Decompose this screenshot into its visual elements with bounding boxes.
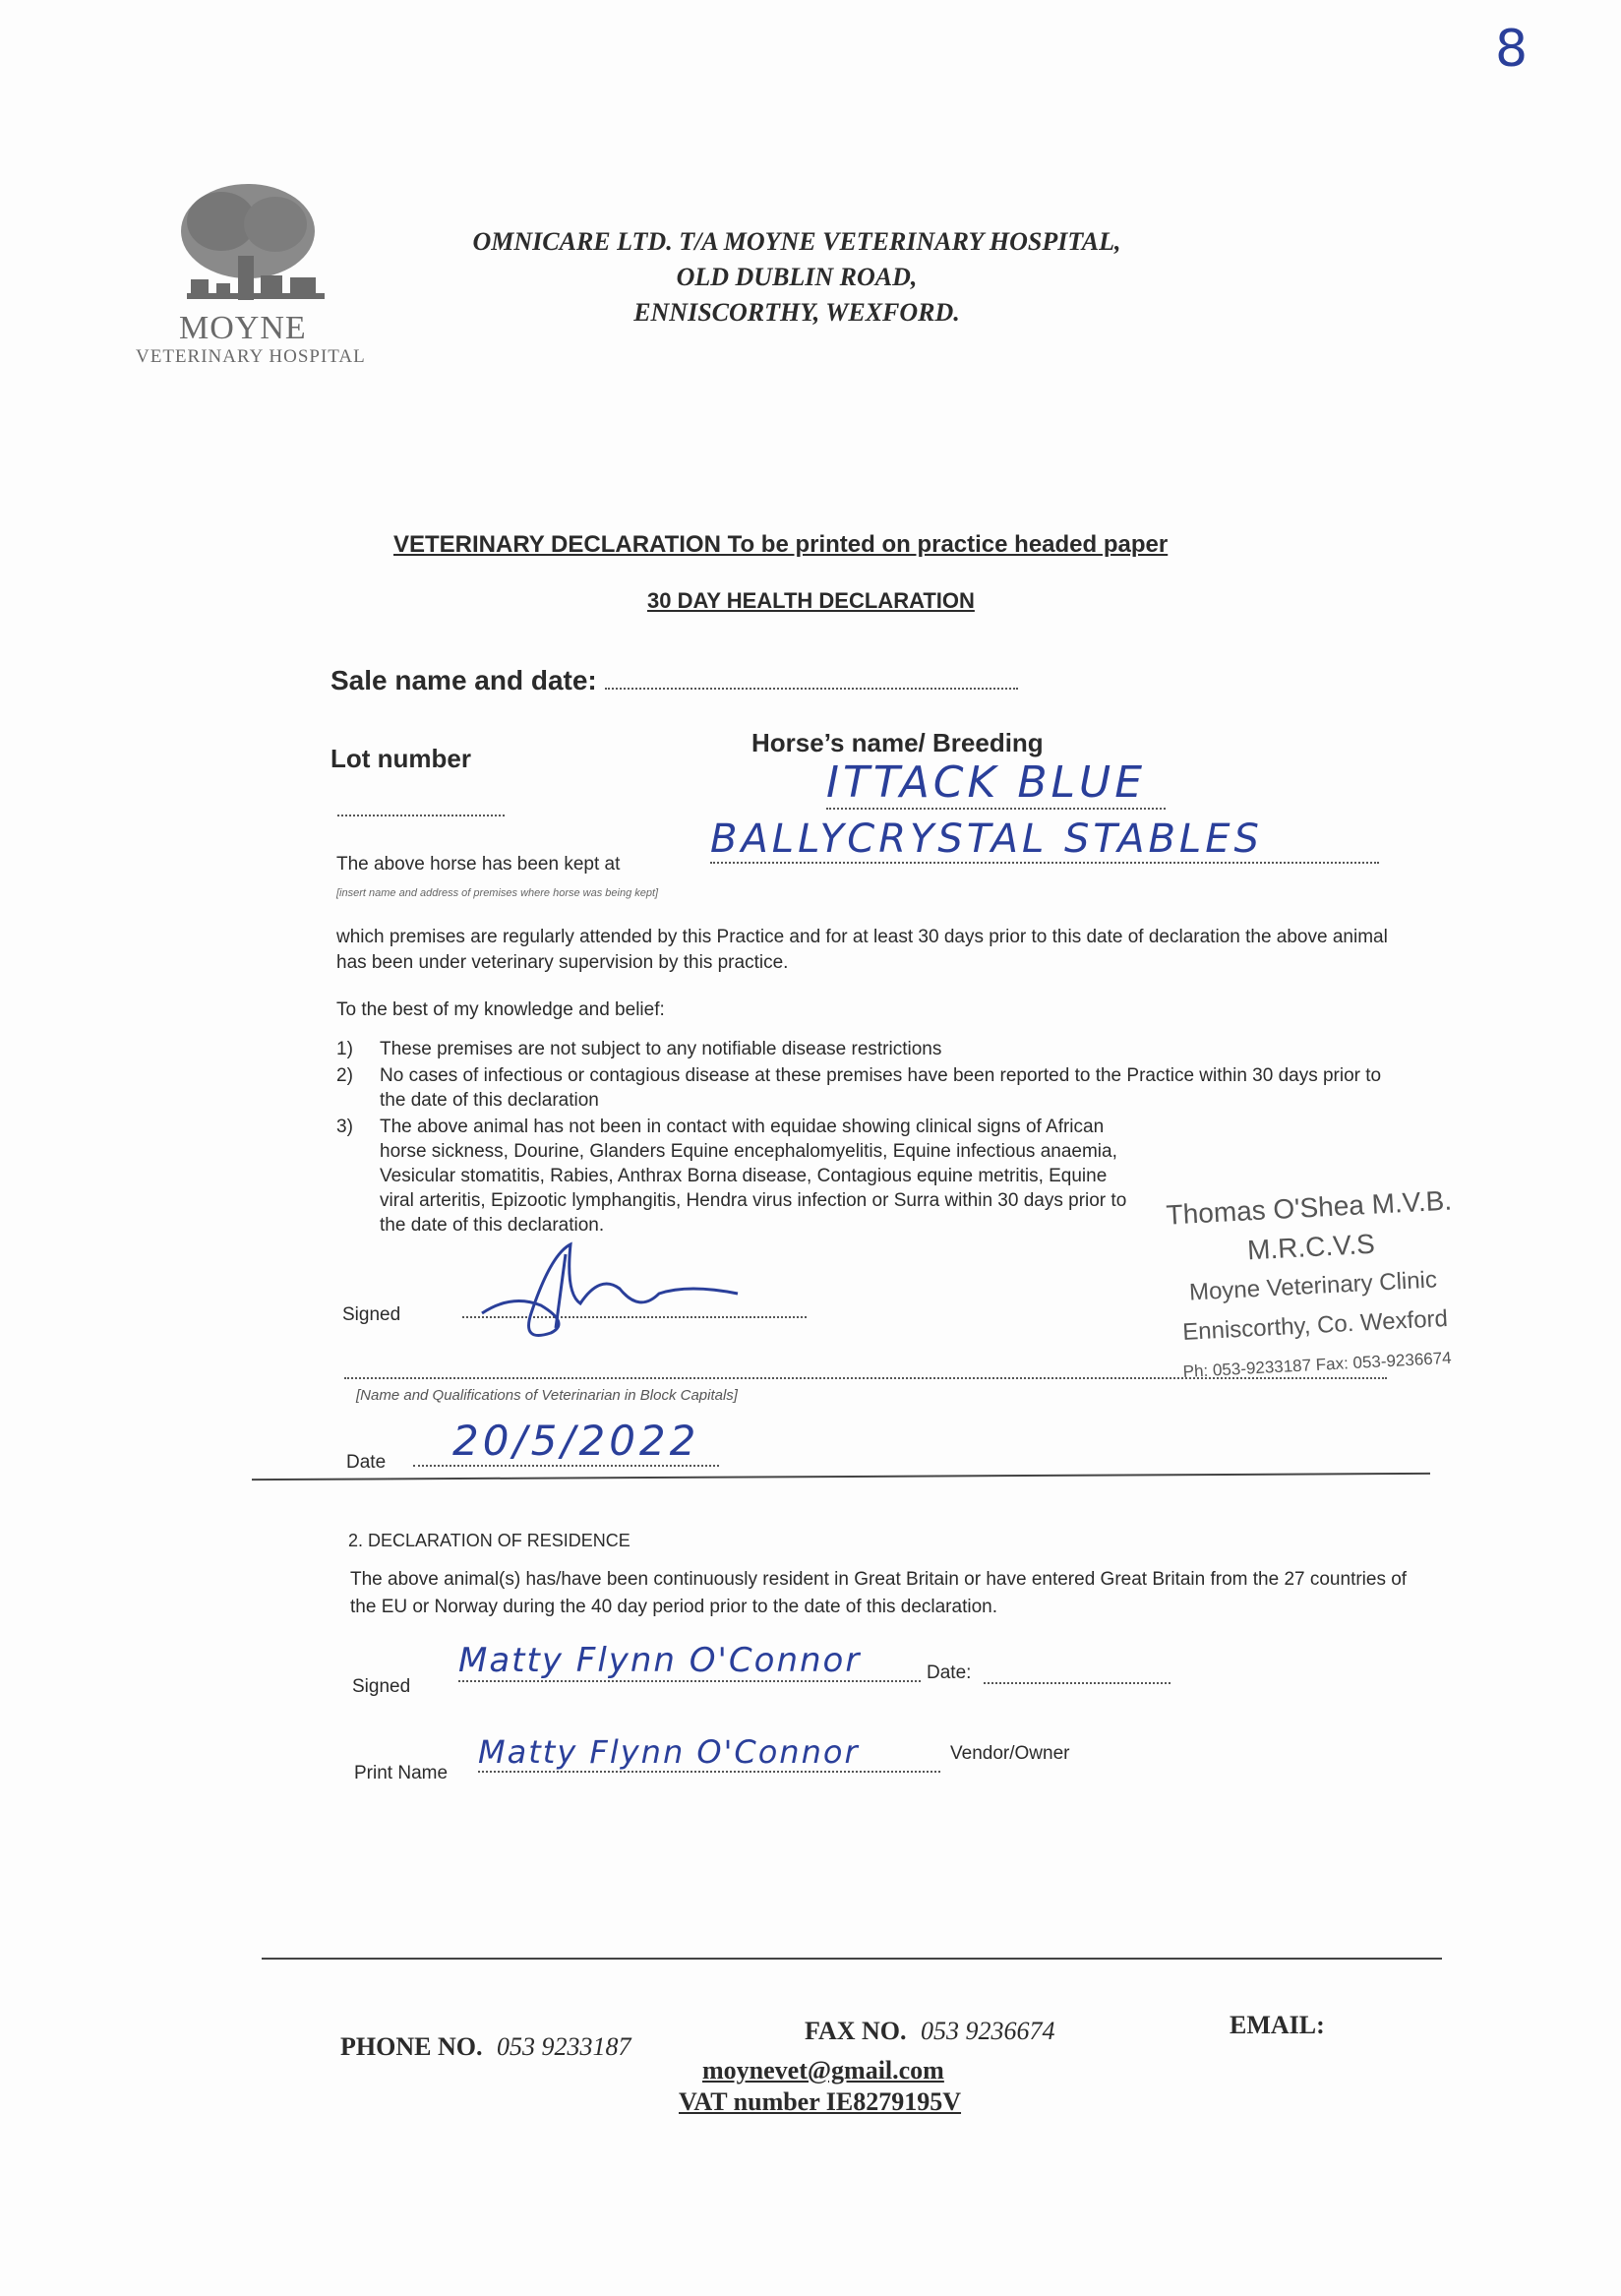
stamp-line3: Enniscorthy, Co. Wexford xyxy=(1181,1304,1449,1346)
list-item xyxy=(336,1037,1399,1061)
list-item xyxy=(336,1063,1399,1113)
document-subtitle: 30 DAY HEALTH DECLARATION xyxy=(647,588,975,613)
email-label: EMAIL: xyxy=(1230,2011,1325,2039)
fax-label: FAX NO. xyxy=(805,2017,907,2045)
sale-row xyxy=(330,665,1018,696)
sale-field[interactable] xyxy=(605,668,1018,690)
lot-label: Lot number xyxy=(330,744,471,773)
horse-label: Horse’s name/ Breeding xyxy=(751,728,1044,757)
email-link[interactable]: moynevet@gmail.com xyxy=(702,2056,944,2085)
letterhead-line2: OLD DUBLIN ROAD, xyxy=(676,263,918,291)
section-divider xyxy=(252,1473,1430,1480)
logo-brand: MOYNE xyxy=(179,310,307,346)
kept-label: The above horse has been kept at xyxy=(336,854,621,875)
letterhead-line1: OMNICARE LTD. T/A MOYNE VETERINARY HOSPITAL, xyxy=(472,227,1121,256)
owner-signed-label: Signed xyxy=(352,1676,411,1697)
residence-heading: 2. DECLARATION OF RESIDENCE xyxy=(348,1531,630,1550)
vet-name-hint: [Name and Qualifications of Veterinarian in Block Capitals] xyxy=(356,1387,738,1404)
vet-signed-label: Signed xyxy=(342,1304,401,1325)
letterhead-line3: ENNISCORTHY, WEXFORD. xyxy=(633,298,960,327)
fax-value: 053 9236674 xyxy=(921,2017,1055,2045)
vat-number: VAT number IE8279195V xyxy=(679,2087,962,2116)
kept-value[interactable]: BALLYCRYSTAL STABLES xyxy=(710,816,1379,864)
list-item-number: 2) xyxy=(336,1065,353,1086)
vet-name-field[interactable] xyxy=(344,1369,1387,1379)
vet-date-label: Date xyxy=(346,1452,387,1473)
list-item-number: 3) xyxy=(336,1117,353,1137)
vet-date-value[interactable]: 20/5/2022 xyxy=(413,1417,719,1467)
belief-text: To the best of my knowledge and belief: xyxy=(336,999,665,1020)
footer-divider xyxy=(262,1958,1442,1960)
logo xyxy=(128,177,374,374)
owner-signature-value[interactable]: Matty Flynn O'Connor xyxy=(458,1641,921,1682)
stamp-line2: Moyne Veterinary Clinic xyxy=(1188,1266,1438,1306)
list-item-text: These premises are not subject to any notifiable disease restrictions xyxy=(380,1039,942,1059)
owner-date-label: Date: xyxy=(927,1662,972,1683)
kept-hint: [insert name and address of premises where horse was being kept] xyxy=(336,887,659,899)
list-item-number: 1) xyxy=(336,1039,353,1059)
page-number: 8 xyxy=(1495,20,1532,79)
supervision-paragraph: which premises are regularly attended by this Practice and for at least 30 days prior to this date of declaration the above animal has been under veterinary supervision by this practice. xyxy=(336,927,1388,973)
footer-phone xyxy=(340,2032,630,2062)
stamp-line4: Ph: 053-9233187 Fax: 053-9236674 xyxy=(1182,1348,1453,1382)
owner-date-field[interactable] xyxy=(984,1672,1171,1684)
logo-sub: VETERINARY HOSPITAL xyxy=(136,346,366,367)
print-name-label: Print Name xyxy=(354,1763,449,1783)
footer-fax xyxy=(805,2017,1055,2046)
letterhead xyxy=(374,224,1220,331)
vendor-owner-label: Vendor/Owner xyxy=(950,1743,1070,1764)
stamp-line1: Thomas O'Shea M.V.B. M.R.C.V.S xyxy=(1165,1184,1453,1266)
document-title: VETERINARY DECLARATION To be printed on practice headed paper xyxy=(393,531,1169,558)
tree-with-animals-icon xyxy=(128,177,374,315)
vet-signature-mark xyxy=(472,1235,757,1343)
lot-field[interactable] xyxy=(337,805,505,816)
horse-name-value[interactable]: ITTACK BLUE xyxy=(826,757,1166,810)
list-item-text: The above animal has not been in contact with equidae showing clinical signs of African horse sickness, Dourine, Glanders Equine encephalomyelitis, Equine infectious anaemia, Vesicular stomatitis, Rabies, Anthrax Borna disease, Contagious equine metritis, Equine viral arteritis, Epizootic lymphangitis, Hendra virus infection or Surra within 30 days prior to the date of this declaration. xyxy=(380,1117,1127,1236)
veterinarian-stamp xyxy=(1116,1178,1510,1395)
residence-text: The above animal(s) has/have been continuously resident in Great Britain or have entered Great Britain from the 27 countries of the EU or Norway during the 40 day period prior to the date of this declaration. xyxy=(350,1569,1408,1617)
sale-label: Sale name and date: xyxy=(330,665,597,695)
print-name-value[interactable]: Matty Flynn O'Connor xyxy=(478,1733,940,1773)
phone-label: PHONE NO. xyxy=(340,2032,483,2061)
list-item-text: No cases of infectious or contagious disease at these premises have been reported to the Practice within 30 days prior to the date of this declaration xyxy=(380,1065,1382,1111)
phone-value: 053 9233187 xyxy=(496,2032,631,2061)
